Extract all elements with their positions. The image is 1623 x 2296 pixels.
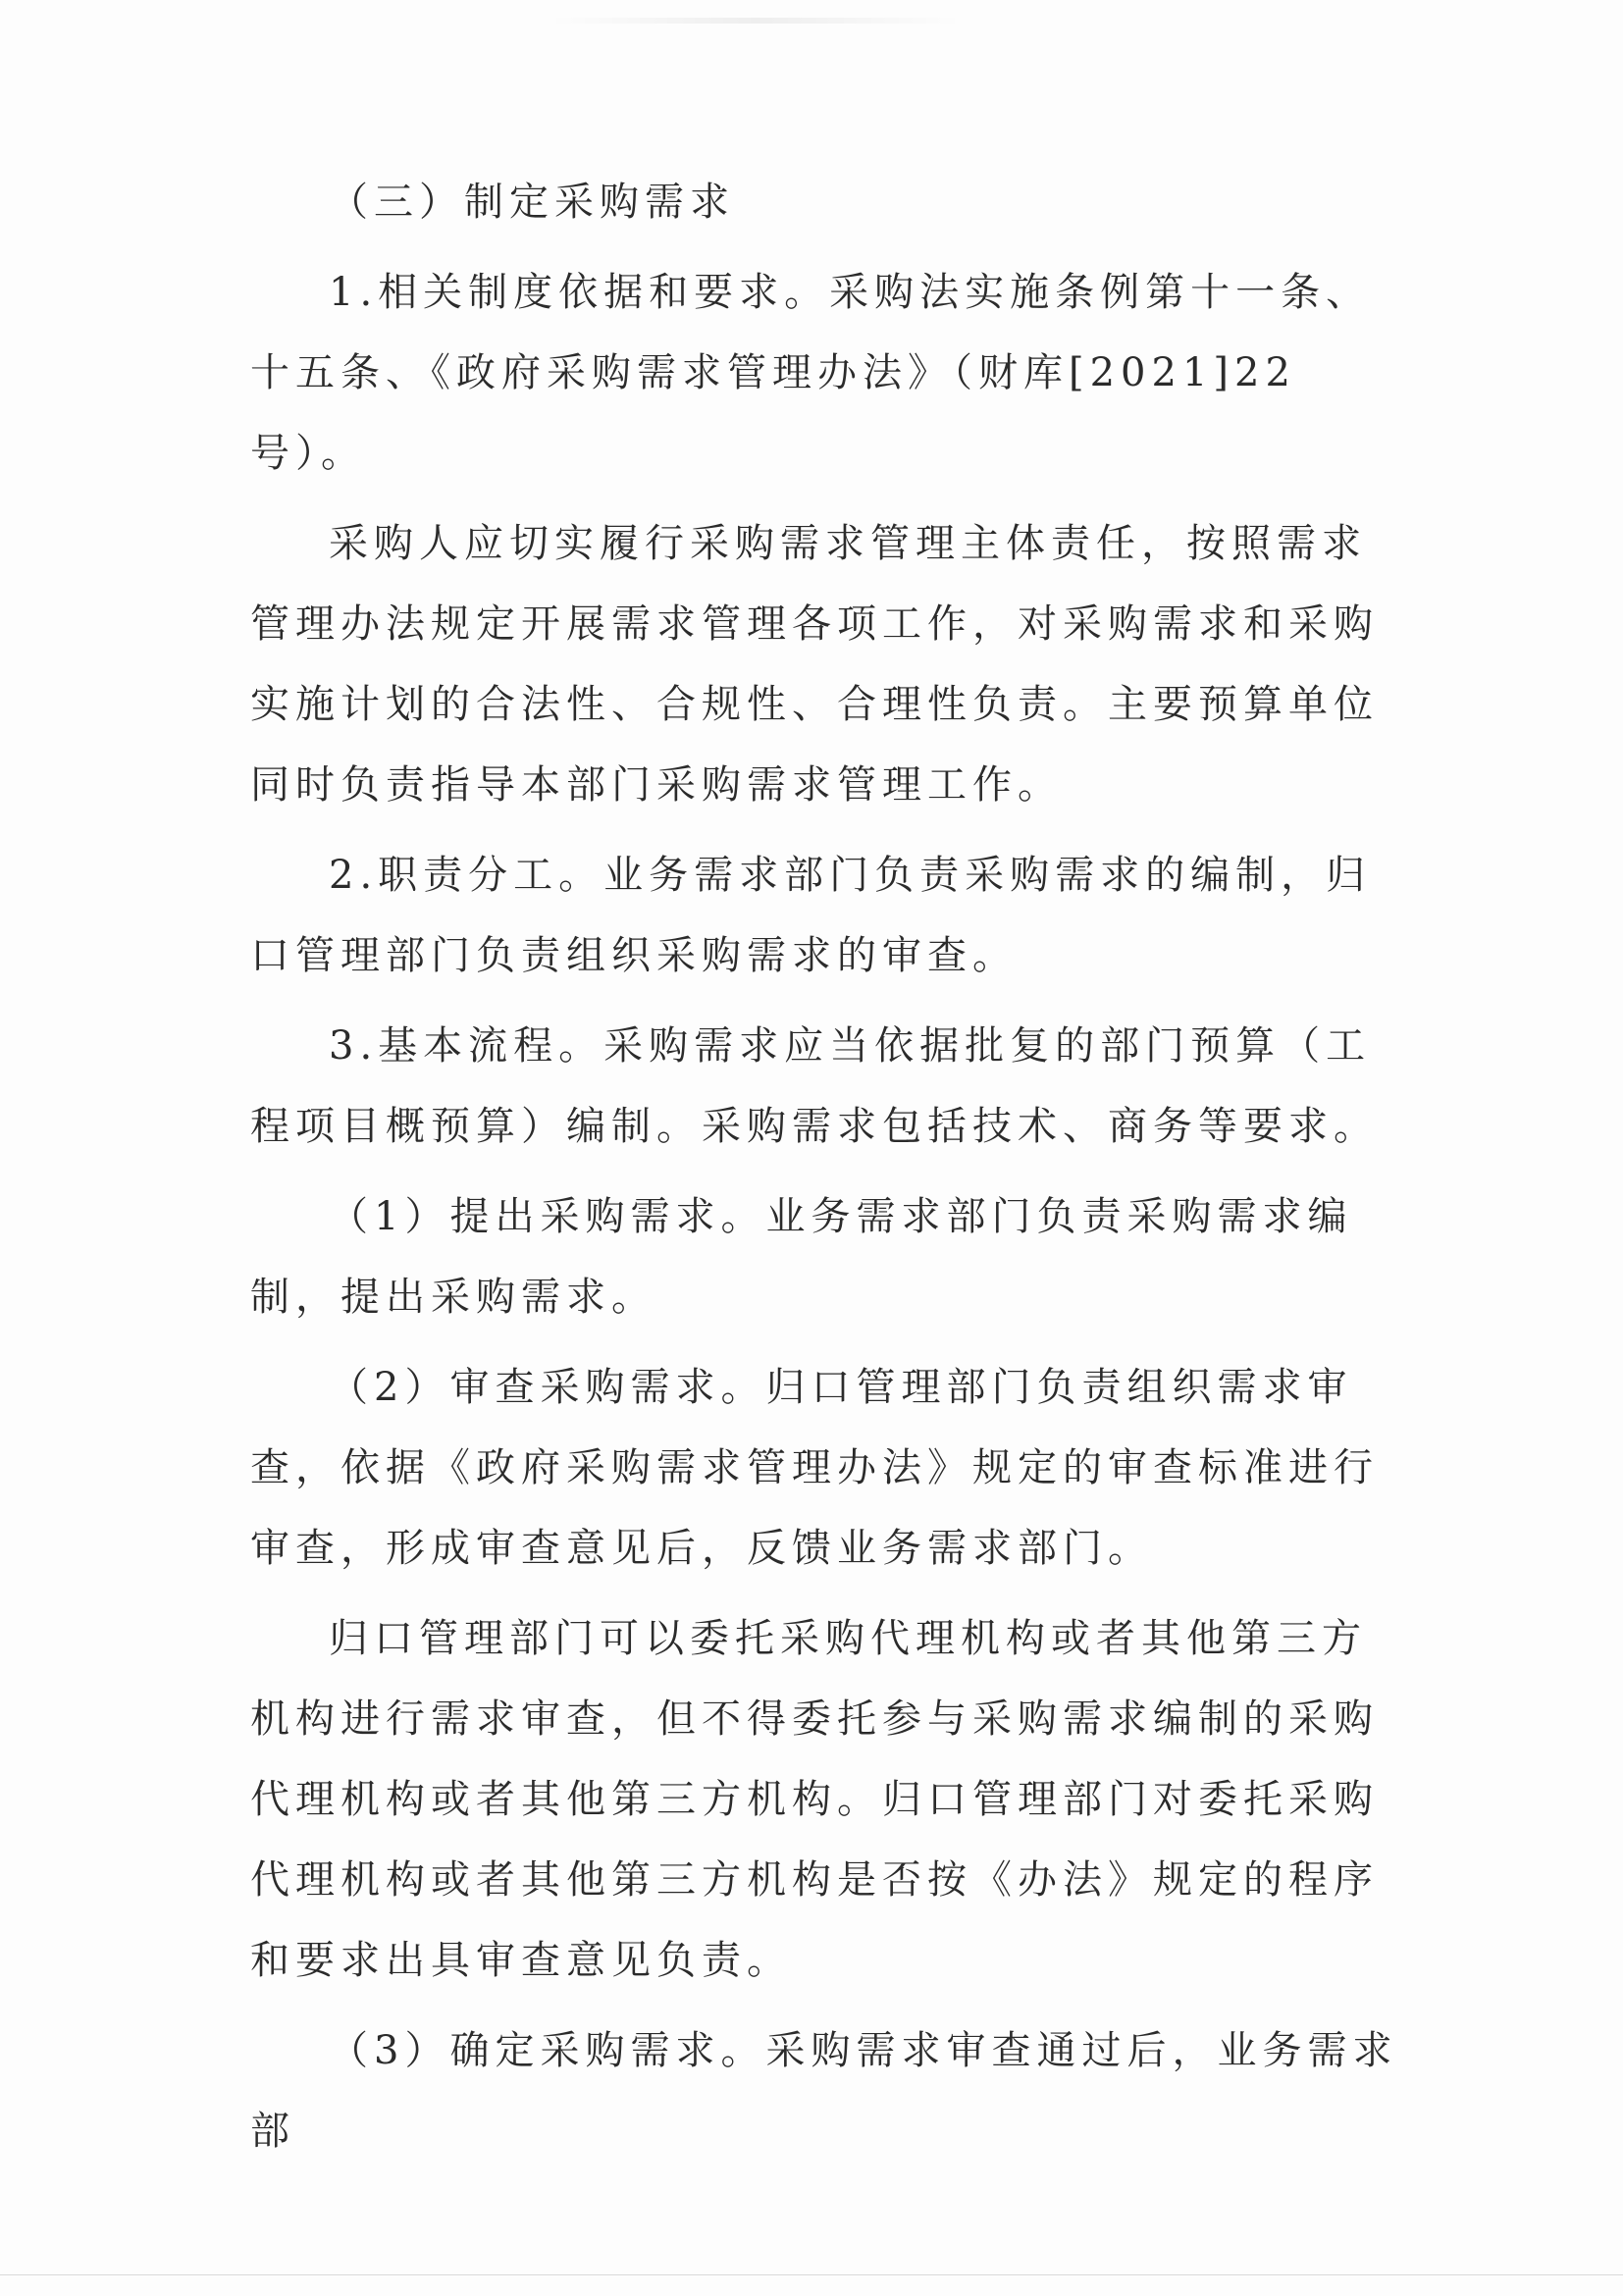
- document-body: [250, 162, 1408, 2171]
- scan-edge-mark: [550, 18, 962, 24]
- paragraph-8: （3）确定采购需求。采购需求审查通过后，业务需求部: [250, 2028, 1398, 2154]
- paragraph-5: （1）提出采购需求。业务需求部门负责采购需求编制，提出采购需求。: [250, 1194, 1353, 1320]
- paragraph-4: 3.基本流程。采购需求应当依据批复的部门预算（工程项目概预算）编制。采购需求包括技术、商务等要求。: [250, 1023, 1379, 1149]
- scan-bottom-edge: [0, 2274, 1623, 2275]
- section-heading: （三）制定采购需求: [329, 180, 735, 225]
- paragraph-2: 采购人应切实履行采购需求管理主体责任，按照需求管理办法规定开展需求管理各项工作，对采购需求和采购实施计划的合法性、合规性、合理性负责。主要预算单位同时负责指导本部门采购需求管理工作。: [250, 521, 1379, 808]
- paragraph-6: （2）审查采购需求。归口管理部门负责组织需求审查，依据《政府采购需求管理办法》规定的审查标准进行审查，形成审查意见后，反馈业务需求部门。: [250, 1365, 1379, 1571]
- paragraph-3: 2.职责分工。业务需求部门负责采购需求的编制，归口管理部门负责组织采购需求的审查。: [250, 853, 1372, 978]
- paragraph-1: 1.相关制度依据和要求。采购法实施条例第十一条、十五条、《政府采购需求管理办法》（财库[2021]22号）。: [250, 270, 1372, 476]
- paragraph-7: 归口管理部门可以委托采购代理机构或者其他第三方机构进行需求审查，但不得委托参与采购需求编制的采购代理机构或者其他第三方机构。归口管理部门对委托采购代理机构或者其他第三方机构是否按《办法》规定的程序和要求出具审查意见负责。: [250, 1616, 1379, 1983]
